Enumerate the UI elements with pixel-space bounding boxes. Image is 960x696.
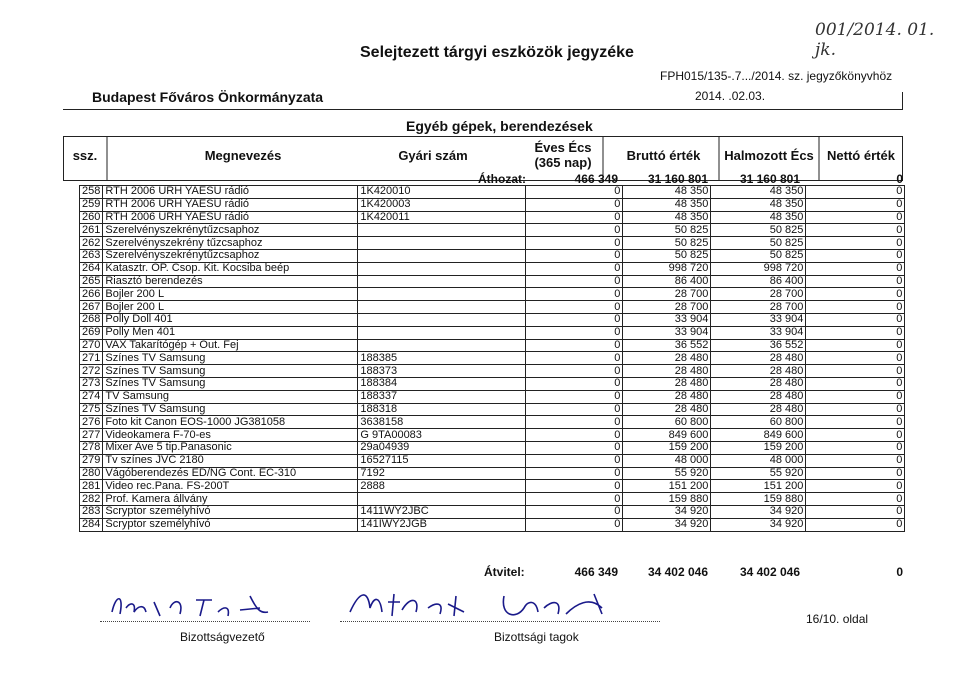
row-number: 272	[80, 365, 103, 378]
carry-over-label: Átvitel:	[484, 565, 525, 579]
row-serial	[358, 339, 526, 352]
row-number: 274	[80, 390, 103, 403]
row-net: 0	[806, 262, 905, 275]
row-accum-dep: 34 920	[711, 505, 806, 518]
row-gross: 50 825	[623, 237, 711, 250]
total-net: 0	[896, 565, 903, 579]
row-serial	[358, 237, 526, 250]
row-annual-dep: 0	[526, 377, 623, 390]
asset-category: Egyéb gépek, berendezések	[406, 118, 593, 134]
row-accum-dep: 86 400	[711, 275, 806, 288]
row-net: 0	[806, 275, 905, 288]
row-number: 262	[80, 237, 103, 250]
row-annual-dep: 0	[526, 211, 623, 224]
row-serial	[358, 288, 526, 301]
row-annual-dep: 0	[526, 249, 623, 262]
asset-table-body	[80, 186, 905, 532]
members-label: Bizottsági tagok	[494, 630, 579, 644]
row-name: Video rec.Pana. FS-200T	[103, 480, 358, 493]
chair-signature	[100, 588, 300, 622]
row-gross: 28 480	[623, 390, 711, 403]
table-row	[80, 377, 905, 390]
row-serial	[358, 301, 526, 314]
row-name: Riasztó berendezés	[103, 275, 358, 288]
table-row	[80, 518, 905, 531]
row-net: 0	[806, 518, 905, 531]
document-title: Selejtezett tárgyi eszközök jegyzéke	[360, 44, 634, 61]
row-gross: 998 720	[623, 262, 711, 275]
row-accum-dep: 48 350	[711, 211, 806, 224]
row-gross: 151 200	[623, 480, 711, 493]
row-annual-dep: 0	[526, 505, 623, 518]
row-number: 278	[80, 441, 103, 454]
table-row	[80, 454, 905, 467]
row-gross: 48 350	[623, 186, 711, 199]
page-number: 16/10. oldal	[806, 612, 869, 626]
row-net: 0	[806, 365, 905, 378]
row-number: 279	[80, 454, 103, 467]
col-header-ssz: ssz.	[72, 148, 98, 163]
row-accum-dep: 159 880	[711, 493, 806, 506]
row-serial: 1K420003	[358, 198, 526, 211]
row-gross: 34 920	[623, 518, 711, 531]
row-net: 0	[806, 377, 905, 390]
row-annual-dep: 0	[526, 224, 623, 237]
table-row	[80, 313, 905, 326]
protocol-date: 2014. .02.03.	[695, 89, 766, 103]
row-net: 0	[806, 288, 905, 301]
col-header-annual-dep-line2: (365 nap)	[534, 155, 592, 170]
asset-table	[79, 185, 905, 532]
row-gross: 28 480	[623, 365, 711, 378]
row-gross: 28 700	[623, 301, 711, 314]
row-number: 282	[80, 493, 103, 506]
row-serial	[358, 326, 526, 339]
header-rule-right	[902, 92, 903, 110]
table-row	[80, 249, 905, 262]
row-annual-dep: 0	[526, 480, 623, 493]
row-net: 0	[806, 505, 905, 518]
table-row	[80, 493, 905, 506]
table-row	[80, 403, 905, 416]
row-number: 265	[80, 275, 103, 288]
row-accum-dep: 998 720	[711, 262, 806, 275]
col-header-name: Megnevezés	[204, 148, 282, 163]
row-accum-dep: 48 000	[711, 454, 806, 467]
row-gross: 48 350	[623, 211, 711, 224]
row-annual-dep: 0	[526, 198, 623, 211]
table-row	[80, 211, 905, 224]
row-serial: 1K420010	[358, 186, 526, 199]
row-gross: 33 904	[623, 326, 711, 339]
row-name: Scryptor személyhívó	[103, 518, 358, 531]
row-name: Szerelvényszekrénytűzcsaphoz	[103, 224, 358, 237]
row-number: 273	[80, 377, 103, 390]
table-row	[80, 480, 905, 493]
row-number: 271	[80, 352, 103, 365]
row-gross: 36 552	[623, 339, 711, 352]
row-accum-dep: 28 480	[711, 352, 806, 365]
row-serial	[358, 262, 526, 275]
row-serial: 29a04939	[358, 441, 526, 454]
row-net: 0	[806, 224, 905, 237]
row-number: 264	[80, 262, 103, 275]
table-row	[80, 390, 905, 403]
row-serial: G 9TA00083	[358, 429, 526, 442]
row-serial: 188385	[358, 352, 526, 365]
col-header-serial: Gyári szám	[398, 148, 468, 163]
row-gross: 28 480	[623, 377, 711, 390]
row-serial: 188337	[358, 390, 526, 403]
row-annual-dep: 0	[526, 301, 623, 314]
table-row	[80, 365, 905, 378]
row-net: 0	[806, 211, 905, 224]
row-net: 0	[806, 237, 905, 250]
row-accum-dep: 28 700	[711, 288, 806, 301]
row-serial: 1411WY2JBC	[358, 505, 526, 518]
members-signature	[340, 586, 640, 624]
row-name: Színes TV Samsung	[103, 365, 358, 378]
chair-signature-line	[100, 621, 310, 622]
row-name: Tv színes JVC 2180	[103, 454, 358, 467]
row-gross: 48 350	[623, 198, 711, 211]
row-accum-dep: 55 920	[711, 467, 806, 480]
row-number: 268	[80, 313, 103, 326]
row-name: Színes TV Samsung	[103, 352, 358, 365]
row-net: 0	[806, 249, 905, 262]
row-gross: 28 480	[623, 352, 711, 365]
organization-name: Budapest Főváros Önkormányzata	[92, 89, 324, 105]
row-accum-dep: 50 825	[711, 237, 806, 250]
row-accum-dep: 28 480	[711, 390, 806, 403]
row-name: RTH 2006 URH YAESU rádió	[103, 186, 358, 199]
row-gross: 34 920	[623, 505, 711, 518]
header-rule	[63, 109, 903, 110]
table-row	[80, 288, 905, 301]
row-net: 0	[806, 403, 905, 416]
row-number: 260	[80, 211, 103, 224]
col-header-annual-dep-line1: Éves Écs	[534, 140, 592, 155]
table-row	[80, 352, 905, 365]
row-name: Szerelvényszekrénytűzcsaphoz	[103, 249, 358, 262]
total-annual: 466 349	[574, 565, 618, 579]
row-net: 0	[806, 326, 905, 339]
col-header-gross: Bruttó érték	[626, 148, 701, 163]
row-net: 0	[806, 186, 905, 199]
row-gross: 86 400	[623, 275, 711, 288]
col-header-accum-dep: Halmozott Écs	[724, 148, 814, 163]
row-serial: 141IWY2JGB	[358, 518, 526, 531]
table-row	[80, 301, 905, 314]
row-annual-dep: 0	[526, 275, 623, 288]
row-number: 281	[80, 480, 103, 493]
table-row	[80, 467, 905, 480]
row-name: Mixer Ave 5 tip.Panasonic	[103, 441, 358, 454]
row-serial: 7192	[358, 467, 526, 480]
row-net: 0	[806, 493, 905, 506]
row-serial: 188384	[358, 377, 526, 390]
row-annual-dep: 0	[526, 186, 623, 199]
col-header-net: Nettó érték	[827, 148, 895, 163]
row-name: VAX Takarítógép + Out. Fej	[103, 339, 358, 352]
handwritten-reference-note: 001/2014. 01. jk.	[815, 20, 935, 60]
carry-forward-label: Áthozat:	[478, 172, 526, 186]
row-number: 280	[80, 467, 103, 480]
row-number: 261	[80, 224, 103, 237]
table-row	[80, 429, 905, 442]
row-net: 0	[806, 301, 905, 314]
row-net: 0	[806, 480, 905, 493]
row-annual-dep: 0	[526, 339, 623, 352]
row-accum-dep: 33 904	[711, 313, 806, 326]
table-row	[80, 262, 905, 275]
row-gross: 50 825	[623, 224, 711, 237]
table-row	[80, 186, 905, 199]
row-number: 263	[80, 249, 103, 262]
row-net: 0	[806, 429, 905, 442]
row-name: Polly Men 401	[103, 326, 358, 339]
row-number: 276	[80, 416, 103, 429]
members-signature-line	[340, 621, 660, 622]
row-annual-dep: 0	[526, 441, 623, 454]
row-serial	[358, 249, 526, 262]
row-name: Szerelvényszekrény tűzcsaphoz	[103, 237, 358, 250]
row-annual-dep: 0	[526, 313, 623, 326]
row-accum-dep: 28 480	[711, 365, 806, 378]
row-annual-dep: 0	[526, 390, 623, 403]
total-accum: 34 402 046	[739, 565, 800, 579]
row-name: Színes TV Samsung	[103, 377, 358, 390]
carry-forward-gross: 31 160 801	[647, 172, 708, 186]
row-annual-dep: 0	[526, 237, 623, 250]
row-serial: 16527115	[358, 454, 526, 467]
row-gross: 60 800	[623, 416, 711, 429]
row-accum-dep: 28 700	[711, 301, 806, 314]
row-accum-dep: 60 800	[711, 416, 806, 429]
row-accum-dep: 34 920	[711, 518, 806, 531]
table-row	[80, 505, 905, 518]
row-serial	[358, 493, 526, 506]
row-serial: 2888	[358, 480, 526, 493]
row-accum-dep: 159 200	[711, 441, 806, 454]
carry-forward-net: 0	[896, 172, 903, 186]
col-header-annual-dep	[523, 140, 603, 170]
row-number: 269	[80, 326, 103, 339]
table-row	[80, 326, 905, 339]
table-row	[80, 198, 905, 211]
row-accum-dep: 849 600	[711, 429, 806, 442]
chair-label: Bizottságvezető	[180, 630, 265, 644]
row-annual-dep: 0	[526, 518, 623, 531]
row-annual-dep: 0	[526, 288, 623, 301]
row-name: Polly Doll 401	[103, 313, 358, 326]
row-name: Bojler 200 L	[103, 301, 358, 314]
total-gross: 34 402 046	[647, 565, 708, 579]
row-accum-dep: 50 825	[711, 249, 806, 262]
row-number: 258	[80, 186, 103, 199]
row-number: 283	[80, 505, 103, 518]
row-name: Vágóberendezés ED/NG Cont. EC-310	[103, 467, 358, 480]
row-name: Színes TV Samsung	[103, 403, 358, 416]
protocol-reference: FPH015/135-.7.../2014. sz. jegyzőkönyvhöz	[660, 69, 893, 83]
row-name: TV Samsung	[103, 390, 358, 403]
row-gross: 50 825	[623, 249, 711, 262]
row-net: 0	[806, 454, 905, 467]
row-accum-dep: 48 350	[711, 186, 806, 199]
row-serial	[358, 224, 526, 237]
row-serial: 1K420011	[358, 211, 526, 224]
row-number: 267	[80, 301, 103, 314]
row-serial: 3638158	[358, 416, 526, 429]
row-gross: 33 904	[623, 313, 711, 326]
row-annual-dep: 0	[526, 352, 623, 365]
row-net: 0	[806, 313, 905, 326]
table-row	[80, 224, 905, 237]
row-accum-dep: 151 200	[711, 480, 806, 493]
row-annual-dep: 0	[526, 403, 623, 416]
table-row	[80, 441, 905, 454]
row-name: RTH 2006 URH YAESU rádió	[103, 211, 358, 224]
row-net: 0	[806, 352, 905, 365]
row-name: Katasztr. OP. Csop. Kit. Kocsiba beép	[103, 262, 358, 275]
row-name: RTH 2006 URH YAESU rádió	[103, 198, 358, 211]
carry-forward-accum: 31 160 801	[739, 172, 800, 186]
row-gross: 48 000	[623, 454, 711, 467]
row-annual-dep: 0	[526, 262, 623, 275]
row-serial: 188318	[358, 403, 526, 416]
table-row	[80, 275, 905, 288]
row-gross: 159 200	[623, 441, 711, 454]
carry-forward-annual: 466 349	[574, 172, 618, 186]
row-accum-dep: 50 825	[711, 224, 806, 237]
row-number: 284	[80, 518, 103, 531]
row-annual-dep: 0	[526, 467, 623, 480]
row-name: Bojler 200 L	[103, 288, 358, 301]
row-annual-dep: 0	[526, 429, 623, 442]
row-name: Foto kit Canon EOS-1000 JG381058	[103, 416, 358, 429]
row-name: Prof. Kamera állvány	[103, 493, 358, 506]
row-net: 0	[806, 441, 905, 454]
row-gross: 28 480	[623, 403, 711, 416]
row-gross: 849 600	[623, 429, 711, 442]
row-number: 266	[80, 288, 103, 301]
row-number: 277	[80, 429, 103, 442]
row-gross: 28 700	[623, 288, 711, 301]
row-annual-dep: 0	[526, 416, 623, 429]
row-number: 270	[80, 339, 103, 352]
row-net: 0	[806, 198, 905, 211]
row-accum-dep: 36 552	[711, 339, 806, 352]
row-annual-dep: 0	[526, 365, 623, 378]
row-annual-dep: 0	[526, 493, 623, 506]
row-net: 0	[806, 416, 905, 429]
row-number: 275	[80, 403, 103, 416]
row-annual-dep: 0	[526, 454, 623, 467]
row-number: 259	[80, 198, 103, 211]
row-net: 0	[806, 467, 905, 480]
table-row	[80, 237, 905, 250]
row-gross: 55 920	[623, 467, 711, 480]
table-row	[80, 339, 905, 352]
row-annual-dep: 0	[526, 326, 623, 339]
row-gross: 159 880	[623, 493, 711, 506]
row-serial	[358, 313, 526, 326]
row-name: Videokamera F-70-es	[103, 429, 358, 442]
row-name: Scryptor személyhívó	[103, 505, 358, 518]
table-row	[80, 416, 905, 429]
row-accum-dep: 33 904	[711, 326, 806, 339]
row-serial: 188373	[358, 365, 526, 378]
row-net: 0	[806, 339, 905, 352]
row-accum-dep: 28 480	[711, 377, 806, 390]
row-net: 0	[806, 390, 905, 403]
row-accum-dep: 48 350	[711, 198, 806, 211]
row-serial	[358, 275, 526, 288]
row-accum-dep: 28 480	[711, 403, 806, 416]
